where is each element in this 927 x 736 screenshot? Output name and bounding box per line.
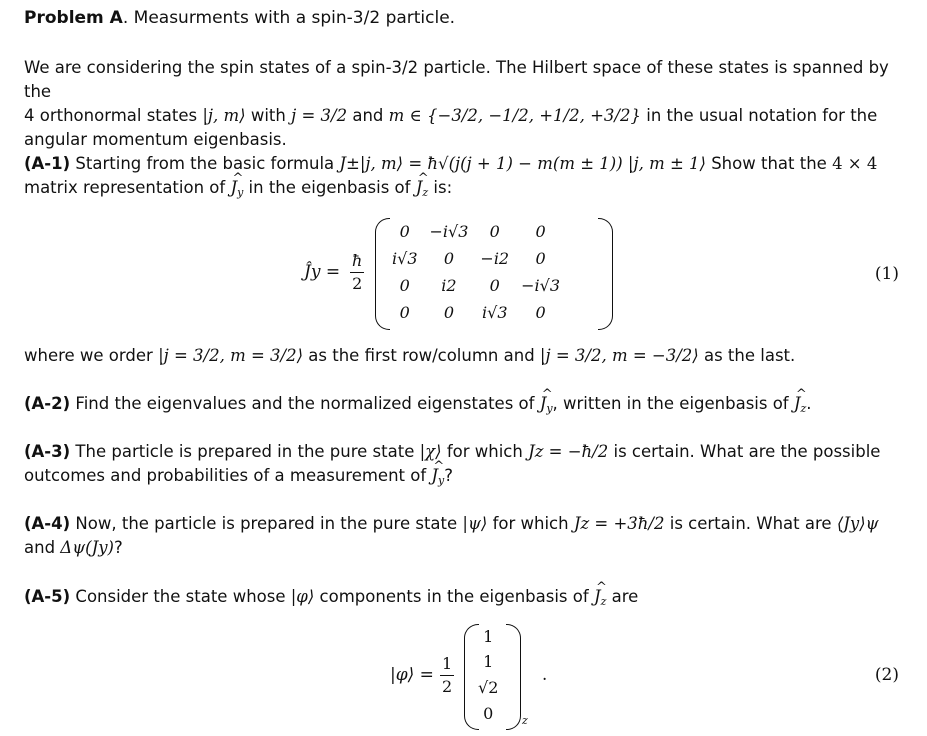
problem-title-text: . Measurments with a spin-3/2 particle.: [122, 8, 456, 28]
matrix-cell: −i√3: [429, 222, 469, 241]
matrix-cell: 0: [535, 249, 546, 268]
intro-paragraph: [24, 56, 904, 152]
a4-text: ?: [113, 538, 123, 557]
a5-label: (A-5): [24, 587, 71, 606]
matrix-lhs: Ĵy =: [304, 262, 341, 282]
a1-text: Show that the: [705, 154, 833, 173]
order-text: as the first row/column and: [303, 346, 540, 365]
order-text: where we order: [24, 346, 159, 365]
a1-line-2: [24, 176, 904, 205]
a4-text: and: [24, 538, 61, 557]
prefactor-denominator: 2: [352, 274, 363, 293]
a3-text: ?: [444, 466, 454, 485]
matrix-row: [386, 299, 566, 326]
intro-text: with: [245, 106, 292, 125]
a2-label: (A-2): [24, 394, 71, 413]
matrix-row: [386, 218, 566, 245]
a2-text: .: [806, 394, 812, 413]
intro-text: 4 orthonormal states: [24, 106, 203, 125]
a1-line-1: [24, 152, 904, 176]
matrix-prefactor: [350, 250, 364, 295]
matrix-cell: −i2: [480, 249, 510, 268]
a3-line-2: [24, 464, 904, 493]
a1-label: (A-1): [24, 154, 71, 173]
math-jy-operator: ^ $J_y$: [540, 394, 553, 413]
a1-text: is:: [428, 178, 453, 197]
a4-text: is certain. What are: [664, 514, 837, 533]
question-a2: [24, 392, 904, 421]
equation-number-2: (2): [874, 665, 899, 685]
a3-label: (A-3): [24, 442, 71, 461]
math-jz-value: Jz = +3ħ/2: [573, 514, 665, 533]
math-jy-operator: ^ $J_y$: [431, 466, 444, 485]
vector-entry: 1: [483, 652, 494, 671]
matrix-right-paren: [598, 218, 613, 330]
matrix-cell: 0: [489, 276, 500, 295]
a4-text: Now, the particle is prepared in the pure state: [70, 514, 463, 533]
a4-line-1: [24, 512, 904, 536]
math-jz-operator: ^ $J_z$: [416, 178, 428, 197]
matrix-cell: 0: [535, 303, 546, 322]
matrix-cell: i√3: [392, 249, 418, 268]
vector-entry: 0: [483, 704, 494, 723]
math-expectation: ⟨Jy⟩ψ: [836, 514, 879, 533]
prefactor-denominator: 2: [442, 677, 453, 696]
intro-line-3: angular momentum eigenbasis.: [24, 130, 287, 149]
a5-text: Consider the state whose: [70, 587, 291, 606]
vector-subscript: z: [522, 714, 528, 727]
math-first-state: |j = 3/2, m = 3/2⟩: [158, 346, 304, 365]
math-jy-operator: ^ $J_y$: [230, 178, 243, 197]
a1-text: matrix representation of: [24, 178, 231, 197]
a4-text: for which: [487, 514, 574, 533]
a2-text: Find the eigenvalues and the normalized eigenstates of: [70, 394, 540, 413]
matrix-row: [386, 272, 566, 299]
a4-line-2: [24, 536, 904, 560]
matrix-cell: i2: [441, 276, 457, 295]
prefactor-numerator: 1: [440, 653, 454, 676]
a1-text: Starting from the basic formula: [70, 154, 340, 173]
vector-period: .: [542, 665, 548, 684]
a4-label: (A-4): [24, 514, 71, 533]
matrix-cell: 0: [443, 249, 455, 268]
matrix-cell: i√3: [482, 303, 508, 322]
math-jz-operator: ^ $J_z$: [594, 587, 606, 606]
math-j-value: j = 3/2: [291, 106, 348, 125]
matrix-cell: 0: [489, 222, 500, 241]
math-jz-operator: ^ $J_z$: [794, 394, 806, 413]
matrix-cell: 0: [443, 303, 455, 322]
order-text: as the last.: [698, 346, 796, 365]
matrix-cell: 0: [399, 303, 410, 322]
question-a5: [24, 585, 904, 614]
question-a3: [24, 440, 904, 493]
question-a1: [24, 152, 904, 205]
math-ket-psi: |ψ⟩: [462, 514, 488, 533]
question-a4: [24, 512, 904, 560]
math-jz-value: Jz = −ħ/2: [528, 442, 609, 461]
math-ket-jm: |j, m⟩: [202, 106, 246, 125]
a5-text: are: [606, 587, 639, 606]
a3-text: is certain. What are the possible: [608, 442, 881, 461]
matrix-row: [386, 245, 566, 272]
math-last-state: |j = 3/2, m = −3/2⟩: [539, 346, 699, 365]
problem-label: Problem A: [24, 8, 123, 28]
equation-number-1: (1): [874, 264, 899, 284]
vector-entry: 1: [483, 627, 494, 646]
math-uncertainty: Δψ(Jy): [60, 538, 114, 557]
math-ket-phi: |φ⟩: [290, 587, 315, 606]
matrix-cell: 0: [399, 276, 410, 295]
matrix-cell: −i√3: [521, 276, 561, 295]
a5-text: components in the eigenbasis of: [314, 587, 594, 606]
a3-text: The particle is prepared in the pure state: [70, 442, 420, 461]
vector-right-paren: [506, 624, 521, 730]
phi-vector: [472, 624, 504, 726]
math-ladder-formula: J±|j, m⟩ = ħ√(j(j + 1) − m(m ± 1)) |j, m ± 1⟩: [339, 154, 706, 173]
intro-text: in the usual notation for the: [640, 106, 878, 125]
prefactor-numerator: ħ: [350, 250, 364, 273]
a1-text: in the eigenbasis of: [243, 178, 416, 197]
intro-text: and: [347, 106, 389, 125]
matrix-cell: 0: [535, 222, 546, 241]
problem-title: [24, 6, 904, 30]
order-note: [24, 344, 904, 368]
vector-entry: √2: [478, 678, 499, 697]
intro-line-1: We are considering the spin states of a spin-3/2 particle. The Hilbert space of these states is spanned by the: [24, 58, 889, 101]
a3-text: outcomes and probabilities of a measurement of: [24, 466, 432, 485]
vector-lhs: |φ⟩ =: [390, 665, 434, 685]
math-ket-chi: |χ⟩: [419, 442, 442, 461]
a3-text: for which: [441, 442, 529, 461]
matrix-cell: 0: [399, 222, 410, 241]
vector-prefactor: [440, 653, 454, 698]
math-dimension: 4 × 4: [832, 154, 878, 173]
math-m-set: m ∈ {−3/2, −1/2, +1/2, +3/2}: [388, 106, 641, 125]
a3-line-1: [24, 440, 904, 464]
intro-line-2: [24, 104, 904, 128]
a2-text: , written in the eigenbasis of: [552, 394, 794, 413]
jy-matrix: [386, 218, 566, 326]
